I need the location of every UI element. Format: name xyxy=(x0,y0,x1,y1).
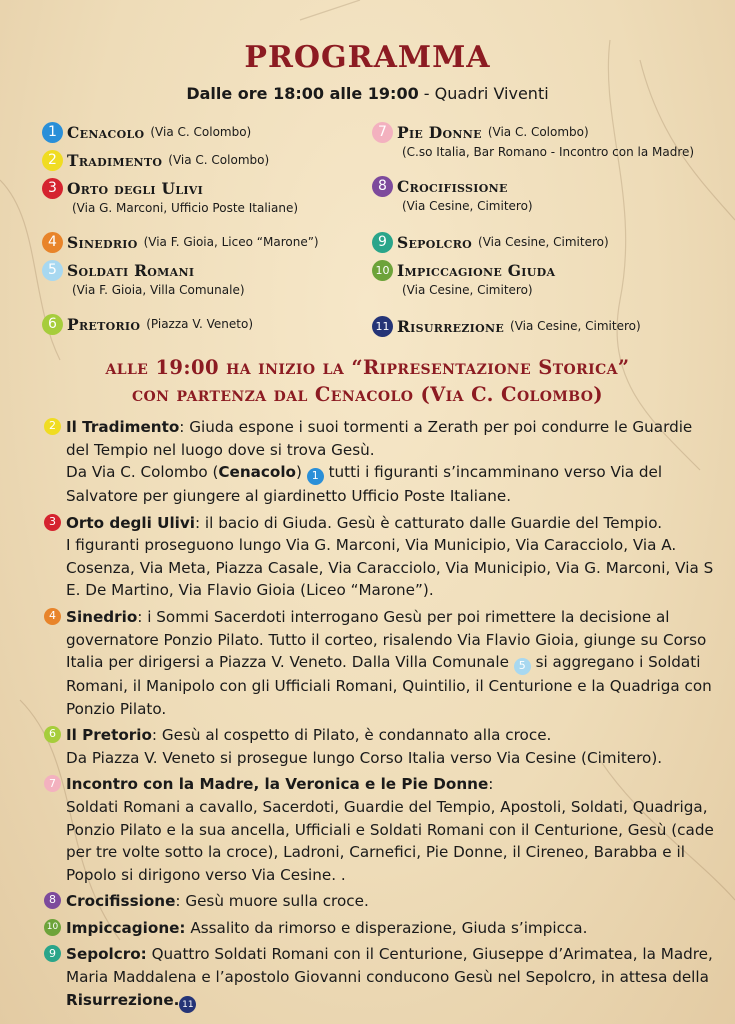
item-text: I figuranti proseguono lungo Via G. Marconi, Via Municipio, Via Caracciolo, Via A. Cosenza, Via Meta, Piazza Casale, Via Caracciolo, Via Municipio, Via G. Marconi, Via S E. De Martino, Via Flavio Gioia (Liceo “Marone”). xyxy=(66,536,714,600)
station-location-detail: (C.so Italia, Bar Romano - Incontro con la Madre) xyxy=(402,145,695,159)
station-11 xyxy=(372,316,641,337)
station-6 xyxy=(42,314,253,335)
number-badge-10: 10 xyxy=(44,919,61,936)
station-9 xyxy=(372,232,609,253)
item-text: : Giuda espone i suoi tormenti a Zerath per poi condurre le Guardie del Tempio nel luogo dove si trova Gesù. xyxy=(66,418,693,459)
program-item-incontro xyxy=(40,773,720,886)
station-name: Tradimento xyxy=(67,151,163,170)
page-title: PROGRAMMA xyxy=(244,40,491,75)
item-title: Orto degli Ulivi xyxy=(66,513,195,532)
section-heading-line-2: con partenza dal Cenacolo (Via C. Colombo) xyxy=(132,383,603,406)
station-name: Orto degli Ulivi xyxy=(67,179,204,198)
station-7 xyxy=(372,122,694,162)
number-badge-11: 11 xyxy=(179,996,196,1013)
station-location: (Via G. Marconi, Ufficio Poste Italiane) xyxy=(72,201,299,215)
station-10 xyxy=(372,260,555,300)
number-badge-6: 6 xyxy=(44,726,61,743)
number-badge-7: 7 xyxy=(44,775,61,792)
program-item-tradimento xyxy=(40,416,720,508)
station-location: (Via C. Colombo) xyxy=(168,153,270,167)
number-badge-3: 3 xyxy=(42,178,63,199)
item-title: Impiccagione: xyxy=(66,918,186,937)
program-item-pretorio xyxy=(40,724,720,769)
section-heading xyxy=(0,354,735,408)
program-item-orto xyxy=(40,512,720,602)
item-text: ) xyxy=(295,463,302,482)
number-badge-3: 3 xyxy=(44,514,61,531)
number-badge-4: 4 xyxy=(42,232,63,253)
item-text: : il bacio di Giuda. Gesù è catturato dalle Guardie del Tempio. xyxy=(194,513,663,532)
station-1 xyxy=(42,122,251,143)
number-badge-8: 8 xyxy=(372,176,393,197)
station-location: (Via F. Gioia, Liceo “Marone”) xyxy=(143,235,319,249)
station-name: Sepolcro xyxy=(397,233,473,252)
item-title: Sinedrio xyxy=(66,607,138,626)
number-badge-1: 1 xyxy=(42,122,63,143)
number-badge-6: 6 xyxy=(42,314,63,335)
station-location: (Via C. Colombo) xyxy=(150,125,252,139)
number-badge-4: 4 xyxy=(44,608,61,625)
item-text: : i Sommi Sacerdoti interrogano Gesù per poi rimettere la decisione al governatore Ponzio Pilato. Tutto il corteo, risalendo Via Flavio Gioia, giunge su Corso Italia per dirigersi a Piazza V. Veneto. Dalla Villa Comunale xyxy=(66,607,707,672)
item-text: si aggregano i Soldati Romani, il Manipolo con gli Ufficiali Romani, Quintilio, il Centurione e la Quadriga con Ponzio Pilato. xyxy=(66,653,712,718)
schedule-subtitle xyxy=(0,84,735,103)
number-badge-5: 5 xyxy=(514,658,531,675)
item-text: Da Piazza V. Veneto si prosegue lungo Corso Italia verso Via Cesine (Cimitero). xyxy=(66,748,663,767)
station-8 xyxy=(372,176,533,216)
station-name: Pie Donne xyxy=(397,123,482,142)
number-badge-2: 2 xyxy=(44,418,61,435)
station-location: (Via Cesine, Cimitero) xyxy=(402,283,533,297)
station-location: (Piazza V. Veneto) xyxy=(146,317,253,331)
station-5 xyxy=(42,260,245,300)
schedule-time: Dalle ore 18:00 alle 19:00 xyxy=(186,84,419,103)
station-location: (Via Cesine, Cimitero) xyxy=(478,235,609,249)
station-name: Cenacolo xyxy=(67,123,145,142)
item-title: Il Pretorio xyxy=(66,726,152,745)
program-item-sepolcro xyxy=(40,943,720,1013)
item-text: : Gesù al cospetto di Pilato, è condannato alla croce. xyxy=(151,726,552,745)
item-text: tutti i figuranti s’incamminano verso Via del Salvatore per giungere al giardinetto Ufficio Poste Italiane. xyxy=(66,463,663,505)
item-text: : Gesù muore sulla croce. xyxy=(175,892,369,911)
station-location: (Via F. Gioia, Villa Comunale) xyxy=(72,283,245,297)
item-text: Assalito da rimorso e disperazione, Giuda s’impicca. xyxy=(185,918,588,937)
station-name: Crocifissione xyxy=(397,177,508,196)
station-location: (Via Cesine, Cimitero) xyxy=(402,199,533,213)
item-title: Sepolcro: xyxy=(66,945,147,964)
schedule-description: - Quadri Viventi xyxy=(418,84,549,103)
item-title: Il Tradimento xyxy=(66,418,180,436)
item-text: Soldati Romani a cavallo, Sacerdoti, Guardie del Tempio, Apostoli, Soldati, Quadriga, Ponzio Pilato e la sua ancella, Ufficiali e Soldati Romani con il Centurione, Gesù (cade per tre volte sotto la croce), Ladroni, Carnefici, Pie Donne, il Cireneo, Barabba e il Popolo si dirigono verso Via Cesine. . xyxy=(66,797,714,884)
item-text: Quattro Soldati Romani con il Centurione, Giuseppe d’Arimatea, la Madre, Maria Maddalena e l’apostolo Giovanni conducono Gesù nel Sepolcro, in attesa della xyxy=(66,945,713,987)
program-item-crocifissione xyxy=(40,890,720,913)
item-title: Crocifissione xyxy=(66,892,176,911)
station-name: Impiccagione Giuda xyxy=(397,261,556,280)
program-item-impiccagione xyxy=(40,917,720,940)
number-badge-10: 10 xyxy=(372,260,393,281)
item-bold-text: Risurrezione. xyxy=(66,990,180,1009)
number-badge-5: 5 xyxy=(42,260,63,281)
item-text: : xyxy=(488,775,494,794)
number-badge-11: 11 xyxy=(372,316,393,337)
item-title: Incontro con la Madre, la Veronica e le Pie Donne xyxy=(66,775,489,794)
station-name: Risurrezione xyxy=(397,317,505,336)
number-badge-2: 2 xyxy=(42,150,63,171)
station-location: (Via Cesine, Cimitero) xyxy=(510,319,641,333)
number-badge-7: 7 xyxy=(372,122,393,143)
station-name: Soldati Romani xyxy=(67,261,195,280)
number-badge-8: 8 xyxy=(44,892,61,909)
program-description xyxy=(40,416,720,1017)
station-4 xyxy=(42,232,319,253)
station-name: Pretorio xyxy=(67,315,141,334)
number-badge-9: 9 xyxy=(44,945,61,962)
section-heading-line-1: alle 19:00 ha inizio la “Ripresentazione Storica” xyxy=(105,356,630,379)
number-badge-1: 1 xyxy=(307,468,324,485)
program-item-sinedrio xyxy=(40,606,720,720)
number-badge-9: 9 xyxy=(372,232,393,253)
station-2 xyxy=(42,150,269,171)
item-bold-text: Cenacolo xyxy=(218,463,296,482)
station-location: (Via C. Colombo) xyxy=(487,125,589,139)
station-3 xyxy=(42,178,298,218)
item-text: Da Via C. Colombo ( xyxy=(66,463,219,482)
station-name: Sinedrio xyxy=(67,233,138,252)
